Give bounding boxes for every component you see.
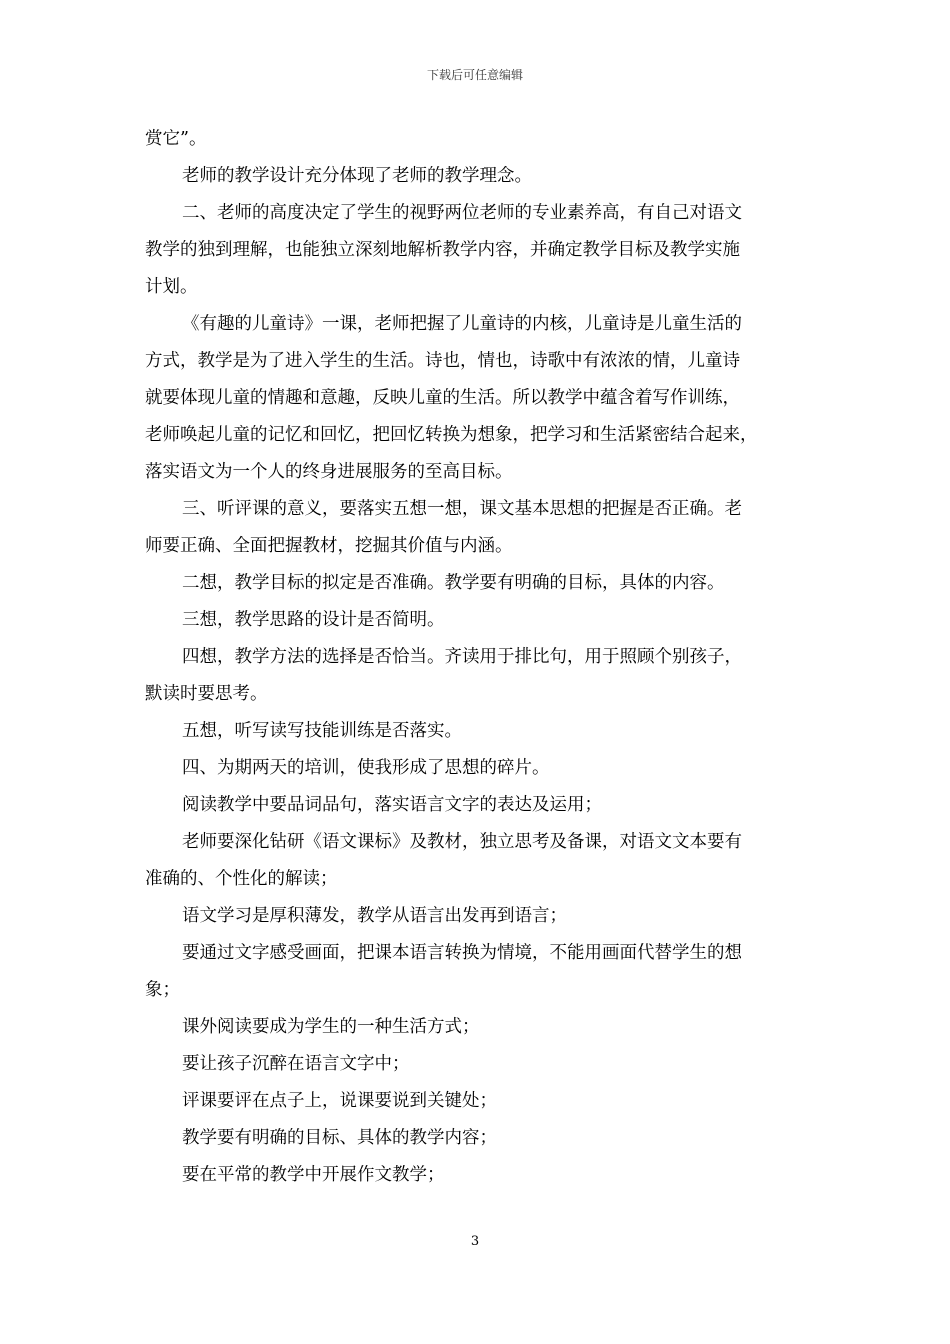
paragraph-line: 要让孩子沉醉在语言文字中； [182, 1054, 410, 1074]
paragraph-line: 二想，教学目标的拟定是否准确。教学要有明确的目标，具体的内容。 [182, 573, 725, 593]
paragraph-line: 要在平常的教学中开展作文教学； [182, 1165, 445, 1185]
paragraph-line: 计划。 [145, 277, 198, 297]
paragraph-line: 四想，教学方法的选择是否恰当。齐读用于排比句，用于照顾个别孩子， [182, 647, 742, 667]
paragraph-line: 落实语文为一个人的终身进展服务的至高目标。 [145, 462, 513, 482]
paragraph-line: 语文学习是厚积薄发，教学从语言出发再到语言； [182, 906, 567, 926]
paragraph-line: 三、听评课的意义，要落实五想一想，课文基本思想的把握是否正确。老 [182, 499, 742, 519]
paragraph-line: 默读时要思考。 [145, 684, 268, 704]
paragraph-line: 阅读教学中要品词品句，落实语言文字的表达及运用； [182, 795, 602, 815]
paragraph-line: 就要体现儿童的情趣和意趣，反映儿童的生活。所以教学中蕴含着写作训练， [145, 388, 740, 408]
paragraph-line: 四、为期两天的培训，使我形成了思想的碎片。 [182, 758, 550, 778]
paragraph-line: 老师的教学设计充分体现了老师的教学理念。 [182, 166, 532, 186]
paragraph-line: 老师要深化钻研《语文课标》及教材，独立思考及备课，对语文文本要有 [182, 832, 742, 852]
paragraph-line: 教学的独到理解，也能独立深刻地解析教学内容，并确定教学目标及教学实施 [145, 240, 740, 260]
paragraph-line: 老师唤起儿童的记忆和回忆，把回忆转换为想象，把学习和生活紧密结合起来， [145, 425, 758, 445]
paragraph-line: 教学要有明确的目标、具体的教学内容； [182, 1128, 497, 1148]
paragraph-line: 评课要评在点子上，说课要说到关键处； [182, 1091, 497, 1111]
paragraph-line: 二、老师的高度决定了学生的视野两位老师的专业素养高，有自己对语文 [182, 203, 742, 223]
paragraph-line: 五想，听写读写技能训练是否落实。 [182, 721, 462, 741]
paragraph-line: 准确的、个性化的解读； [145, 869, 338, 889]
paragraph-line: 要通过文字感受画面，把课本语言转换为情境，不能用画面代替学生的想 [182, 943, 742, 963]
paragraph-line: 方式，教学是为了进入学生的生活。诗也，情也，诗歌中有浓浓的情，儿童诗 [145, 351, 740, 371]
paragraph-line: 课外阅读要成为学生的一种生活方式； [182, 1017, 480, 1037]
paragraph-line: 《有趣的儿童诗》一课，老师把握了儿童诗的内核，儿童诗是儿童生活的 [182, 314, 742, 334]
paragraph-line: 赏它”。 [145, 129, 207, 149]
page-number: 3 [470, 1234, 480, 1249]
paragraph-line: 师要正确、全面把握教材，挖掘其价值与内涵。 [145, 536, 513, 556]
paragraph-line: 三想，教学思路的设计是否简明。 [182, 610, 445, 630]
document-body [145, 121, 810, 1194]
paragraph-line: 象； [145, 980, 180, 1000]
page-header: 下载后可任意编辑 [426, 68, 523, 82]
